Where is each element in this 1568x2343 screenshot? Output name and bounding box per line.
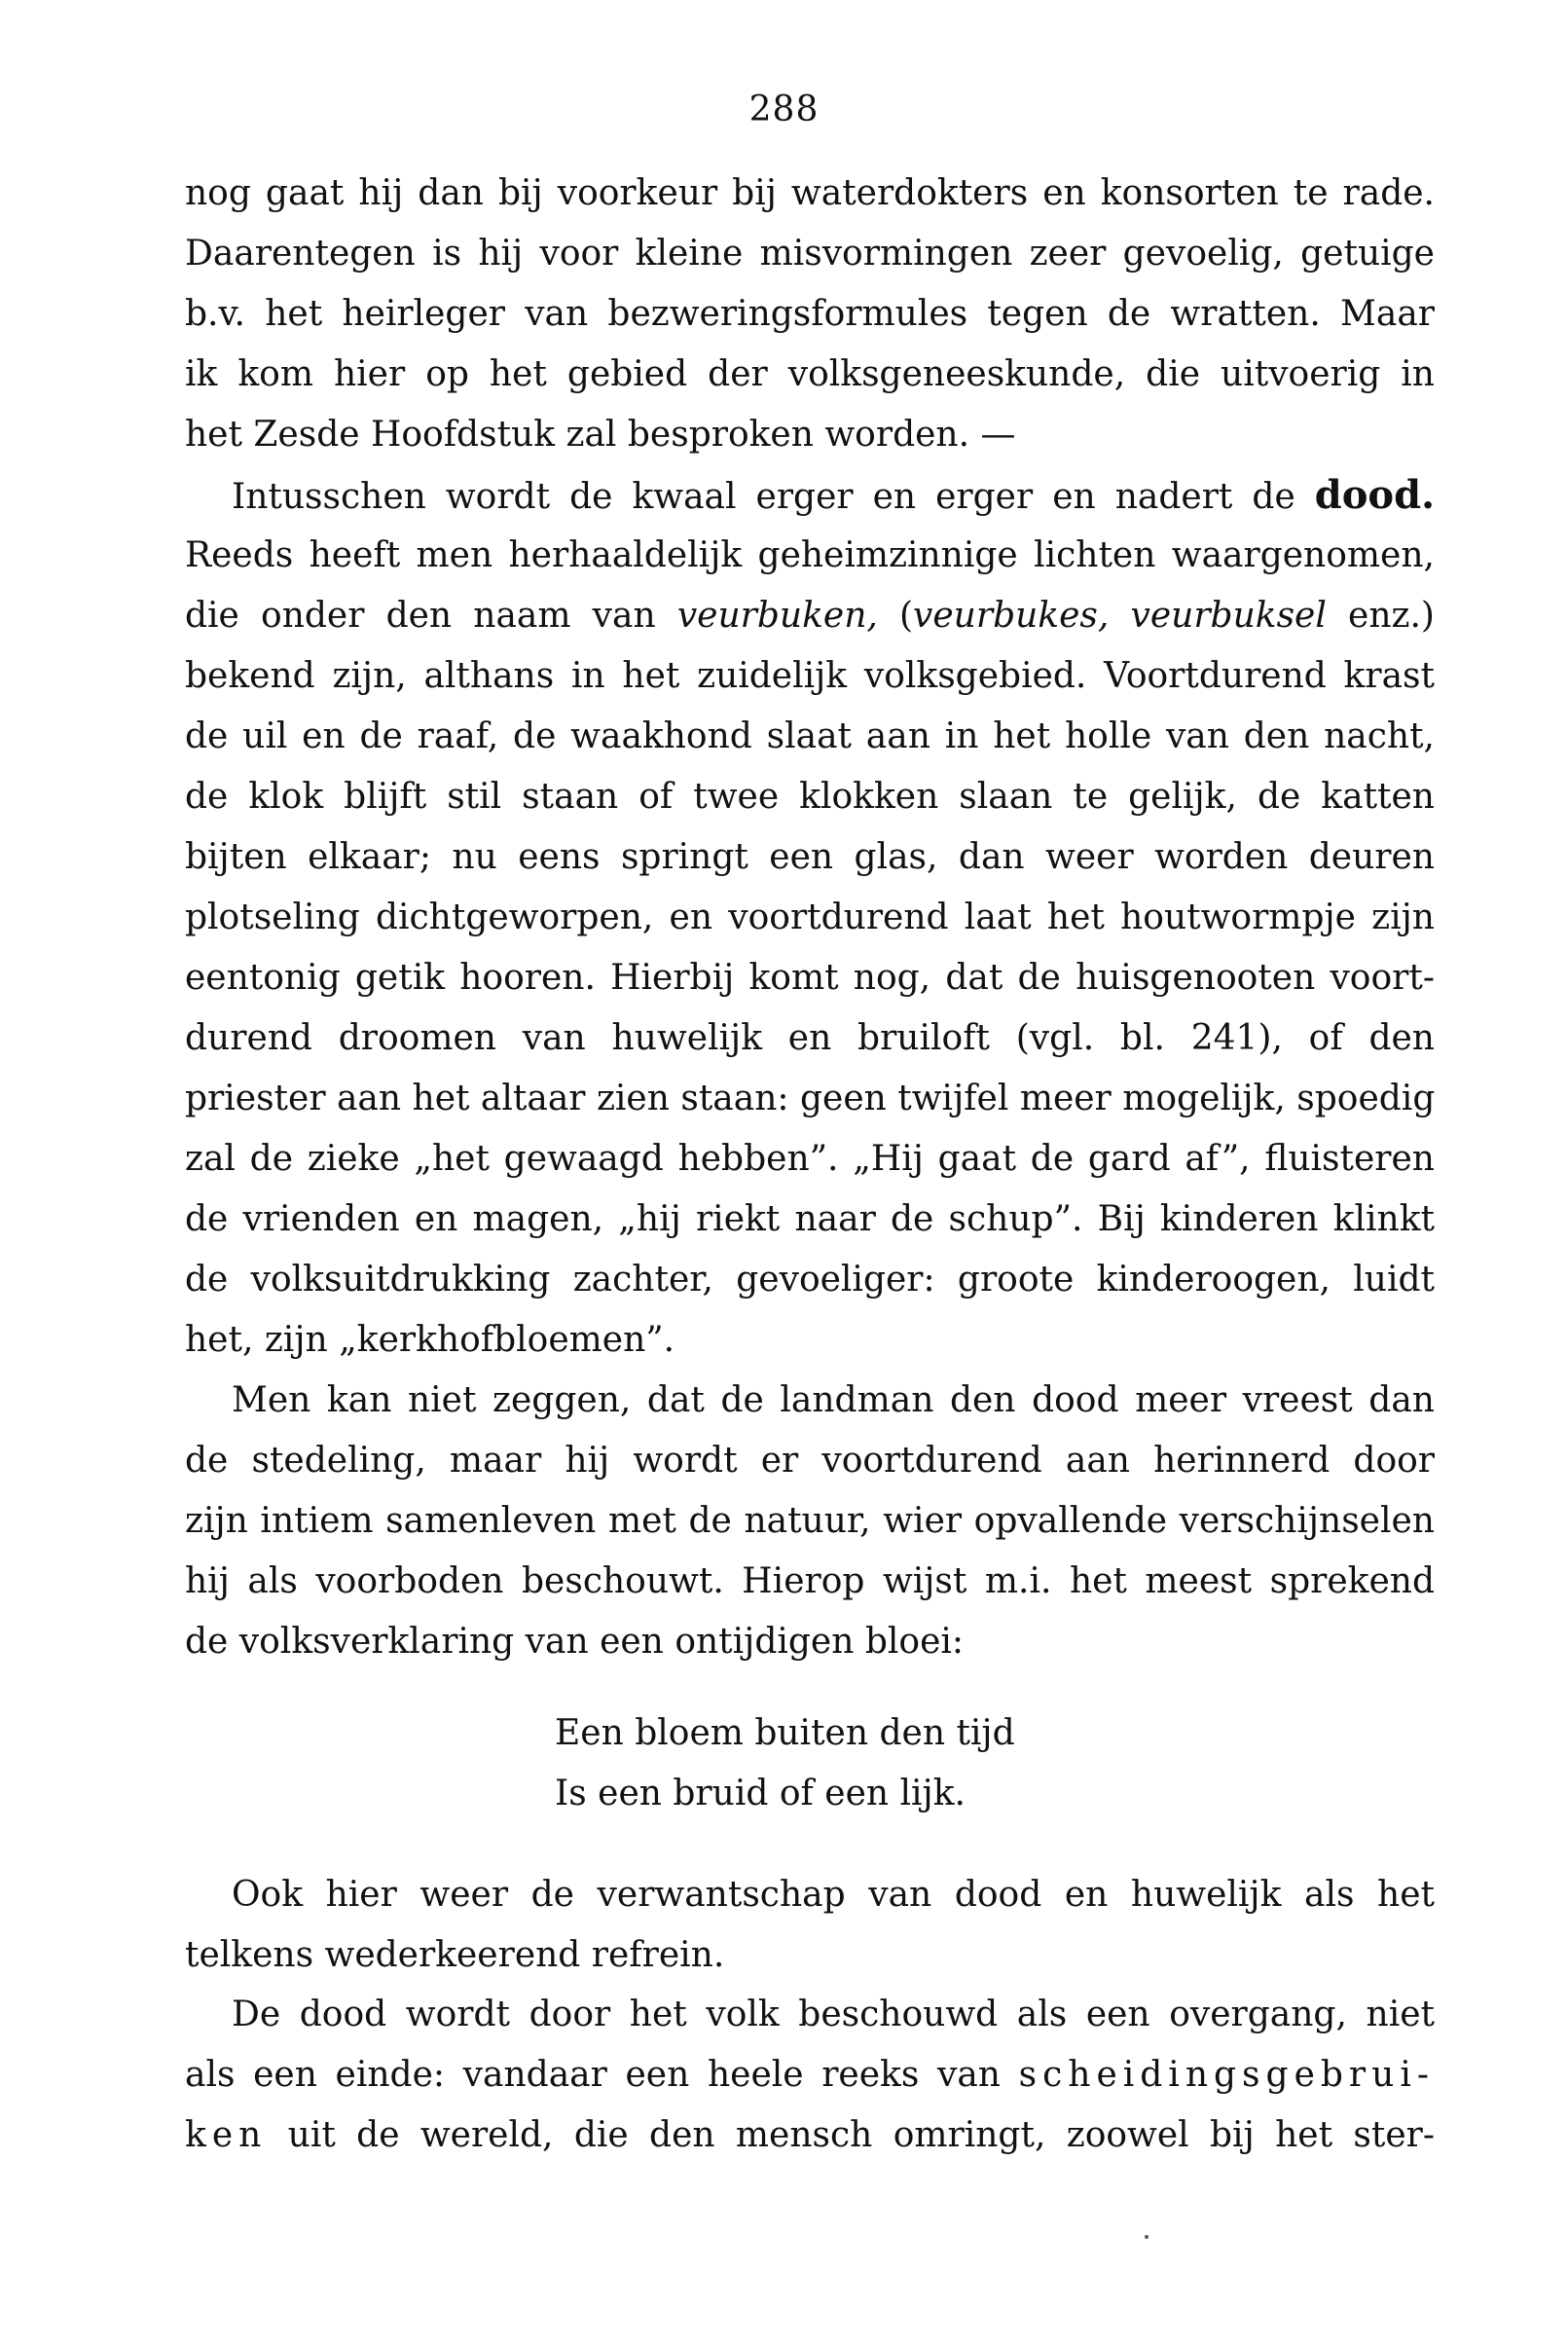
spaced-term: ken	[185, 2115, 268, 2155]
text-line: De dood wordt door het volk beschouwd als een overgang, niet	[232, 1995, 1435, 2034]
text-line: priester aan het altaar zien staan: geen twijfel meer mogelijk, spoedig	[185, 1079, 1436, 1118]
text-line	[185, 465, 1435, 526]
emphasis-dood: dood.	[1314, 472, 1435, 518]
text-span: als een einde: vandaar een heele reeks van	[185, 2055, 1019, 2095]
text-line: de klok blijft stil staan of twee klokken slaan te gelijk, de katten	[185, 777, 1435, 817]
text-line: telkens wederkeerend refrein.	[185, 1935, 725, 1975]
text-line	[185, 586, 1435, 646]
text-line: zal de zieke „het gewaagd hebben”. „Hij gaat de gard af”, fluisteren	[185, 1139, 1435, 1179]
verse-line: Is een bruid of een lijk.	[555, 1774, 966, 1813]
text-line: durend droomen van huwelijk en bruiloft (vgl. bl. 241), of den	[185, 1018, 1435, 1058]
text-line: zijn intiem samenleven met de natuur, wier opvallende verschijnselen	[185, 1501, 1435, 1541]
text-line: de volksuitdrukking zachter, gevoeliger: groote kinderoogen, luidt	[185, 1260, 1435, 1300]
text-line: bijten elkaar; nu eens springt een glas, dan weer worden deuren	[185, 837, 1435, 877]
text-line: het, zijn „kerkhofbloemen”.	[185, 1320, 675, 1360]
text-line: eentonig getik hooren. Hierbij komt nog, dat de huisgenooten voort-	[185, 958, 1435, 998]
print-speck	[1145, 2235, 1149, 2239]
text-span	[1109, 596, 1130, 636]
text-line: de uil en de raaf, de waakhond slaat aan in het holle van den nacht,	[185, 716, 1435, 756]
text-span: enz.)	[1326, 596, 1435, 636]
text-line: Men kan niet zeggen, dat de landman den dood meer vreest dan	[232, 1380, 1435, 1420]
italic-term: veurbukes,	[913, 596, 1110, 636]
italic-term: veurbuksel	[1130, 596, 1327, 636]
paragraph-intusschen	[185, 465, 1435, 1371]
text-line: Reeds heeft men herhaaldelijk geheimzinnige lichten waargenomen,	[185, 535, 1435, 575]
text-line	[185, 2045, 1435, 2105]
text-line: de volksverklaring van een ontijdigen bloei:	[185, 1622, 965, 1662]
text-line: de stedeling, maar hij wordt er voortdurend aan herinnerd door	[185, 1441, 1435, 1481]
text-line: het Zesde Hoofdstuk zal besproken worden. —	[185, 415, 1016, 455]
paragraph-men-kan	[185, 1371, 1435, 1672]
text-span: Intusschen wordt de kwaal erger en erger en nadert de	[232, 477, 1315, 517]
paragraph-de-dood	[185, 1985, 1435, 2166]
text-span: (	[877, 596, 914, 636]
text-line	[185, 2105, 1435, 2166]
paragraph-ook-hier	[185, 1865, 1435, 1986]
text-line: ik kom hier op het gebied der volksgeneeskunde, die uitvoerig in	[185, 354, 1435, 394]
text-span: die onder den naam van	[185, 596, 677, 636]
italic-term: veurbuken,	[676, 596, 878, 636]
text-line: b.v. het heirleger van bezweringsformules tegen de wratten. Maar	[185, 294, 1435, 334]
verse-quote	[555, 1703, 1139, 1824]
text-line: nog gaat hij dan bij voorkeur bij waterdokters en konsorten te rade.	[185, 173, 1435, 213]
paragraph-continuation	[185, 164, 1435, 465]
text-line: Ook hier weer de verwantschap van dood en huwelijk als het	[232, 1875, 1435, 1915]
spaced-term: scheidingsgebrui-	[1018, 2055, 1435, 2095]
text-span: uit de wereld, die den mensch omringt, zoowel bij het ster-	[267, 2115, 1435, 2155]
text-line: hij als voorboden beschouwt. Hierop wijst m.i. het meest sprekend	[185, 1561, 1435, 1601]
text-line: bekend zijn, althans in het zuidelijk volksgebied. Voortdurend krast	[185, 656, 1435, 696]
verse-line: Een bloem buiten den tijd	[555, 1713, 1015, 1753]
page-number: 288	[748, 90, 820, 129]
text-line: Daarentegen is hij voor kleine misvormingen zeer gevoelig, getuige	[185, 234, 1435, 274]
text-line: de vrienden en magen, „hij riekt naar de schup”. Bij kinderen klinkt	[185, 1199, 1435, 1239]
text-line: plotseling dichtgeworpen, en voortdurend laat het houtwormpje zijn	[185, 897, 1435, 937]
